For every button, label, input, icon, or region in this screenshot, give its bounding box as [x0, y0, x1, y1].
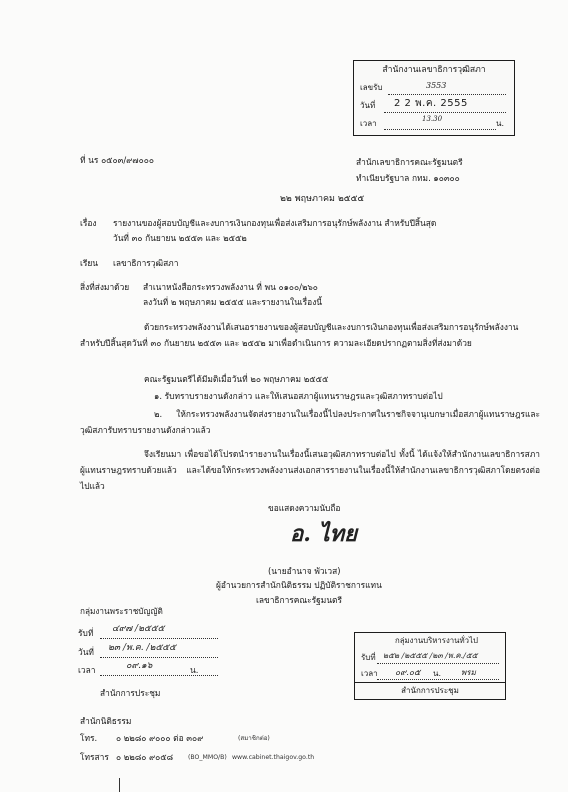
meeting-time-suffix: น.: [433, 669, 442, 678]
legislative-received-label: รับที่: [78, 628, 94, 638]
legislative-time-suffix: น.: [190, 665, 199, 675]
footer-office: สำนักนิติธรรม: [80, 716, 132, 726]
resolution-item-1: ๑. รับทราบรายงานดังกล่าว และให้เสนอสภาผู้แทนราษฎรและวุฒิสภาทราบต่อไป: [154, 391, 443, 401]
letter-ref: ที่ นร ๐๕๐๓/๙๗๐๐๐: [80, 155, 154, 165]
signer-title-1: ผู้อำนวยการสำนักนิติธรรม ปฏิบัติราชการแทน: [216, 580, 382, 590]
legislative-date-line: [100, 657, 218, 658]
sender-office: สำนักเลขาธิการคณะรัฐมนตรี: [356, 157, 463, 167]
meeting-time-value: ๐๙.๐๕: [395, 667, 421, 677]
legislative-stamp-group: กลุ่มงานพระราชบัญญัติ: [80, 606, 163, 616]
subject-line-2: วันที่ ๓๐ กันยายน ๒๕๕๓ และ ๒๕๕๒: [113, 233, 247, 243]
meeting-initial: พรม: [461, 668, 476, 677]
body-paragraph-2: คณะรัฐมนตรีได้มีมติเมื่อวันที่ ๒๐ พฤษภาคม ๒๕๕๕: [144, 374, 329, 384]
handwritten-signature: อ. ไทย: [290, 521, 357, 547]
legislative-received-line: [100, 638, 218, 639]
stamp-time-suffix: น.: [495, 119, 504, 128]
legislative-date-label: วันที่: [78, 647, 94, 657]
body-paragraph-1: ด้วยกระทรวงพลังงานได้เสนอรายงานของผู้สอบบัญชีและงบการเงินกองทุนเพื่อส่งเสริมการอนุรักษ์พลังงาน สำหรับปีสิ้นสุดวันที่ ๓๐ กันยายน ๒๕๕๓ และ ๒๕๕๒ มาเพื่อดำเนินการ ความละเอียดปรากฏตามสิ่งที่ส่งมาด้วย: [80, 322, 519, 348]
meeting-time-line: [377, 679, 499, 680]
stamp-date-line: [384, 112, 506, 113]
enclosure-line-2: ลงวันที่ ๒ พฤษภาคม ๒๕๕๕ และรายงานในเรื่องนี้: [143, 297, 323, 307]
stamp-date-value: 2 2 พ.ค. 2555: [394, 98, 468, 109]
legislative-time-line: [100, 675, 218, 676]
stamp-date-label: วันที่: [360, 101, 376, 110]
meeting-received-value: ๒๕๒ /๒๕๕๕ /๒๓ /พ.ค./๕๕: [383, 651, 478, 660]
stamp-number-label: เลขรับ: [360, 83, 383, 92]
stamp-time-line: [384, 129, 496, 130]
footer-fax: ๐ ๒๒๘๐ ๙๐๕๘: [116, 752, 174, 762]
body-paragraph-3: จึงเรียนมา เพื่อขอได้โปรดนำรายงานในเรื่องนี้เสนอวุฒิสภาทราบต่อไป ทั้งนี้ ได้แจ้งให้สำนักงานเลขาธิการสภาผู้แทนราษฎรทราบด้วยแล้ว และได้ขอให้กระทรวงพลังงานส่งเอกสารรายงานในเรื่องนี้ให้สำนักงานเลขาธิการวุฒิสภาโดยตรงต่อไปแล้ว: [80, 449, 540, 491]
letter-date: ๒๒ พฤษภาคม ๒๕๕๕: [280, 194, 365, 204]
subject-label: เรื่อง: [80, 218, 97, 228]
footer-phone-note: (สมาชิกต่อ): [238, 735, 270, 742]
legislative-time-label: เวลา: [78, 665, 96, 675]
enclosure-label: สิ่งที่ส่งมาด้วย: [80, 282, 130, 292]
footer-phone-label: โทร.: [80, 733, 98, 743]
meeting-received-label: รับที่: [361, 653, 376, 662]
footer-phone: ๐ ๒๒๘๐ ๙๐๐๐ ต่อ ๓๐๙: [116, 733, 204, 743]
receiving-stamp: [353, 60, 515, 136]
to-label: เรียน: [80, 258, 98, 268]
meeting-time-label: เวลา: [361, 669, 378, 678]
sender-address: ทำเนียบรัฐบาล กทม. ๑๐๓๐๐: [356, 173, 460, 183]
footer-code: (BO_MMO/B): [188, 754, 227, 761]
stamp-number-line: [388, 94, 506, 95]
meeting-stamp-office: สำนักการประชุม: [401, 686, 459, 695]
legislative-date-value: ๒๓ /พ.ค. /๒๕๕๕: [108, 643, 176, 653]
footer-fax-label: โทรสาร: [80, 752, 109, 762]
meeting-stamp: [354, 632, 506, 700]
legislative-received-value: ๔๙๗ /๒๕๕๕: [112, 624, 165, 634]
to-recipient: เลขาธิการวุฒิสภา: [113, 258, 179, 268]
stamp-number-value: 3553: [426, 81, 447, 90]
legislative-time-value: ๐๙.๑๖: [126, 661, 153, 671]
meeting-received-line: [377, 663, 499, 664]
legislative-stamp-office: สำนักการประชุม: [100, 688, 161, 698]
signer-name: (นายอำนาจ พัวเวส): [268, 566, 341, 576]
footer-website: www.cabinet.thaigov.go.th: [232, 754, 315, 761]
signer-title-2: เลขาธิการคณะรัฐมนตรี: [256, 595, 342, 605]
legislative-stamp: [78, 606, 228, 682]
resolution-item-2: ๒. ให้กระทรวงพลังงานจัดส่งรายงานในเรื่องนี้ไปลงประกาศในราชกิจจานุเบกษาเมื่อสภาผู้แทนราษฎรและวุฒิสภารับทราบรายงานดังกล่าวแล้ว: [80, 409, 540, 435]
meeting-stamp-group: กลุ่มงานบริหารงานทั่วไป: [395, 636, 478, 645]
stamp-time-value: 13.30: [422, 115, 443, 123]
closing-text: ขอแสดงความนับถือ: [268, 503, 341, 513]
enclosure-line-1: สำเนาหนังสือกระทรวงพลังงาน ที่ พน ๐๑๐๐/๒๖๐: [143, 282, 318, 292]
stamp-time-label: เวลา: [360, 119, 377, 128]
meeting-stamp-divider: [355, 682, 505, 683]
subject-line-1: รายงานของผู้สอบบัญชีและงบการเงินกองทุนเพื่อส่งเสริมการอนุรักษ์พลังงาน สำหรับปีสิ้นสุด: [113, 218, 437, 228]
stamp-office: สำนักงานเลขาธิการวุฒิสภา: [382, 65, 486, 75]
scan-mark: [119, 778, 120, 792]
